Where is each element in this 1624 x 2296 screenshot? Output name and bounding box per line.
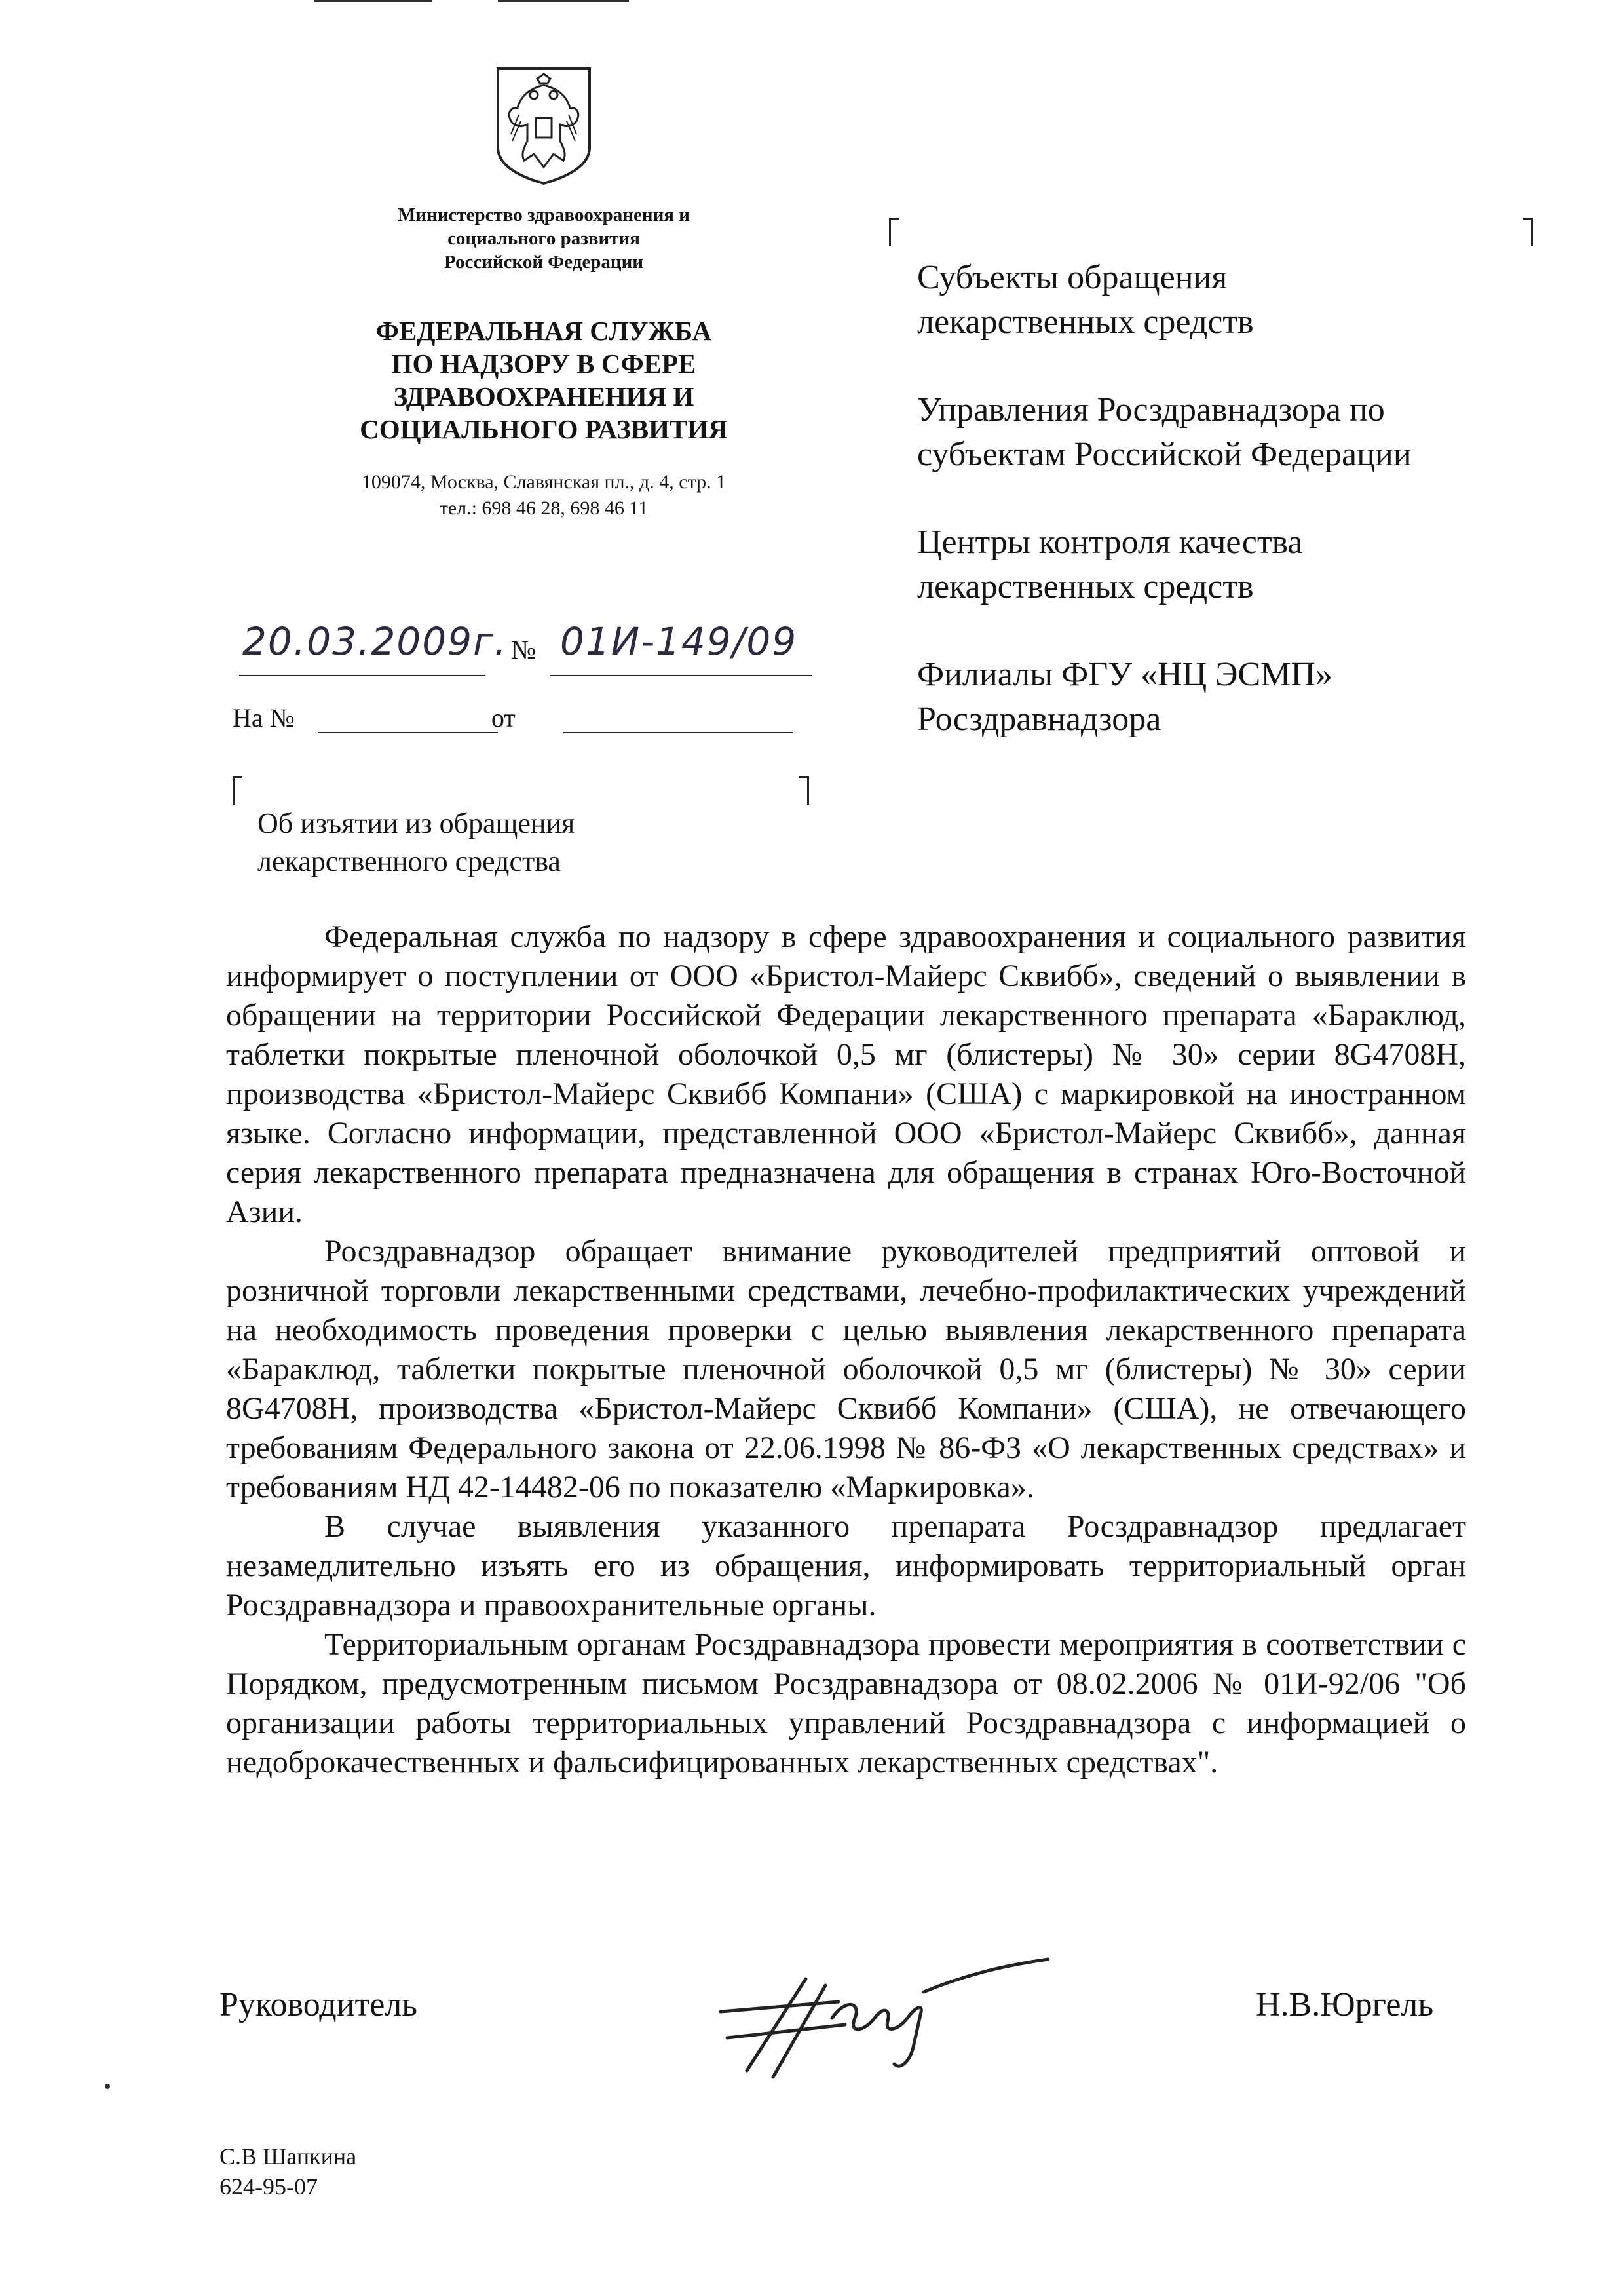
scan-edge-mark [498,0,629,2]
scan-speck [105,2084,110,2089]
service-line: ФЕДЕРАЛЬНАЯ СЛУЖБА [375,316,712,346]
subject-line: лекарственного средства [257,845,561,877]
body-paragraph: В случае выявления указанного препарата Росздравнадзор предлагает незамедлительно изъять его из обращения, информировать территориальный орган Росздравнадзора и правоохранительные органы. [226,1509,1466,1622]
body-paragraph: Территориальным органам Росздравнадзора провести мероприятия в соответствии с Порядком, предусмотренным письмом Росздравнадзора от 08.02.2006 № 01И-92/06 "Об организации работы территориальных управлений Росздравнадзора с информацией о недоброкачественных и фальсифицированных лекарственных средствах". [226,1627,1466,1780]
address-line: 109074, Москва, Славянская пл., д. 4, стр. 1 [361,471,727,493]
recipient-line: Субъекты обращения [917,259,1228,296]
body-paragraph: Росздравнадзор обращает внимание руководителей предприятий оптовой и розничной торговли лекарственными средствами, лечебно-профилактических учреждений на необходимость проведения проверки с целью выявления лекарственного препарата «Бараклюд, таблетки покрытые пленочной оболочкой 0,5 мг (блистеры) № 30» серии 8G4708H, производства «Бристол-Майерс Сквибб Компани» (США), не отвечающего требованиям Федерального закона от 22.06.1998 № 86-ФЗ «О лекарственных средствах» и требованиям НД 42-14482-06 по показателю «Маркировка». [226,1234,1466,1504]
recipient-item [917,388,1546,477]
ministry-line: Российской Федерации [444,252,643,273]
body-paragraph: Федеральная служба по надзору в сфере здравоохранения и социального развития информирует о поступлении от ООО «Бристол-Майерс Сквибб», сведений о выявлении в обращении на территории Российской Федерации лекарственного препарата «Бараклюд, таблетки покрытые пленочной оболочкой 0,5 мг (блистеры) № 30» серии 8G4708H, производства «Бристол-Майерс Сквибб Компани» (США) с маркировкой на иностранном языке. Согласно информации, представленной ООО «Бристол-Майерс Сквибб», данная серия лекарственного препарата предназначена для обращения в странах Юго-Восточной Азии. [226,919,1466,1229]
reply-date-blank [563,732,793,733]
address-line: тел.: 698 46 28, 698 46 11 [439,497,649,519]
coat-of-arms-icon [472,56,616,187]
subject [257,805,716,881]
subject-corner-left [233,776,242,805]
signatory-role: Руководитель [219,1986,417,2023]
ministry-line: социального развития [447,228,640,249]
ministry-name [314,203,773,274]
date-underline [239,675,485,676]
number-underline [550,675,812,676]
recipient-line: Управления Росздравнадзора по [917,391,1385,429]
executor-info [219,2141,356,2202]
handwritten-number: 01И-149/09 [560,619,798,664]
recipient-corner-left [889,218,899,246]
recipient-line: Центры контроля качества [917,524,1303,561]
letter-body [226,917,1466,1782]
number-label: № [511,635,537,664]
scan-edge-mark [314,0,432,2]
ministry-line: Министерство здравоохранения и [398,204,690,225]
service-name [262,315,825,446]
reply-number-blank [318,732,498,733]
executor-phone: 624-95-07 [219,2173,318,2200]
reply-no-label: На № [233,703,295,733]
subject-line: Об изъятии из обращения [257,807,575,839]
handwritten-date: 20.03.2009г. [242,619,508,664]
service-line: ПО НАДЗОРУ В СФЕРЕ [391,349,696,379]
recipient-corner-right [1523,218,1533,246]
recipient-item [917,256,1546,345]
subject-corner-right [799,776,809,805]
signatory-name: Н.В.Юргель [1256,1986,1434,2023]
recipient-item [917,653,1546,742]
address [262,469,825,522]
recipients-block [917,256,1546,785]
recipient-line: лекарственных средств [917,568,1254,605]
recipient-item [917,520,1546,609]
service-line: ЗДРАВООХРАНЕНИЯ И [393,381,694,411]
recipient-line: Росздравнадзора [917,700,1161,738]
reply-from-label: от [491,703,516,733]
handwritten-signature [708,1940,1074,2097]
recipient-line: субъектам Российской Федерации [917,436,1412,473]
recipient-line: Филиалы ФГУ «НЦ ЭСМП» [917,656,1332,693]
executor-name: С.В Шапкина [219,2143,357,2170]
service-line: СОЦИАЛЬНОГО РАЗВИТИЯ [360,414,728,444]
recipient-line: лекарственных средств [917,303,1254,341]
reply-to-line [233,702,516,733]
